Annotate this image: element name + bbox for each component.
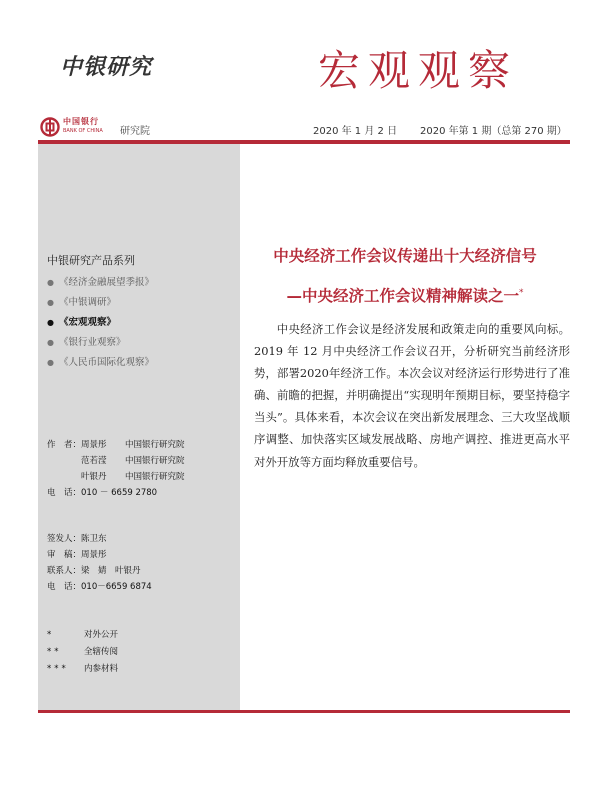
author-row: 叶银丹 中国银行研究院 (81, 472, 185, 482)
bank-name-en: BANK OF CHINA (63, 128, 103, 134)
series-item[interactable]: ● 《经济金融展望季报》 (47, 277, 155, 288)
sidebar (38, 144, 240, 710)
signer-row: 签发人：陈卫东 (47, 534, 107, 544)
publish-date: 2020 年 1 月 2 日 (313, 126, 398, 137)
series-heading: 中银研究产品系列 (47, 254, 135, 267)
bank-name: 中国银行 (63, 117, 99, 126)
bullet-icon: ● (47, 338, 54, 347)
article-body: 中央经济工作会议是经济发展和政策走向的重要风向标。2019 年 12 月中央经济工作会议召开，分析研究当前经济形势，部署2020年经济工作。本次会议对经济运行形势进行了准确、前瞻的把握，并明确提出“实现明年预期目标，要坚持稳字当头”。具体来看，本次会议在突出新发展理念、三大攻坚战顺序调整、加快落实区域发展战略、房地产调控、推进更高水平对外开放等方面均释放重要信号。 (254, 322, 570, 469)
issue-number: 2020 年第 1 期（总第 270 期） (420, 126, 567, 137)
author-phone: 电 话：010 － 6659 2780 (47, 488, 158, 498)
series-item[interactable]: ● 《银行业观察》 (47, 337, 126, 348)
contact-row: 联系人：梁 婧 叶银丹 (47, 566, 141, 576)
bullet-icon: ● (47, 318, 54, 327)
classification-legend-row: *** 内参材料 (47, 664, 119, 674)
classification-legend-row: * 对外公开 (47, 630, 119, 640)
institute-label: 研究院 (120, 126, 150, 137)
contact-phone: 电 话：010－6659 6874 (47, 582, 152, 592)
article-title: 中央经济工作会议传递出十大经济信号 (273, 247, 537, 265)
footnote-mark: * (519, 287, 524, 298)
series-item[interactable]: ● 《人民币国际化观察》 (47, 357, 155, 368)
series-title: 宏观观察 (318, 46, 519, 95)
research-logo: 中银研究 (60, 54, 153, 80)
bullet-icon: ● (47, 298, 54, 307)
reviewer-row: 审 稿：周景彤 (47, 550, 107, 560)
bullet-icon: ● (47, 278, 54, 287)
article-subtitle: —中央经济工作会议精神解读之一* (286, 287, 524, 305)
bullet-icon: ● (47, 358, 54, 367)
footer-divider (38, 710, 570, 713)
series-item[interactable]: ● 《中银调研》 (47, 297, 117, 308)
series-list (47, 274, 154, 374)
series-item-current[interactable]: ● 《宏观观察》 (47, 317, 117, 328)
author-row: 作 者：周景彤 中国银行研究院 (47, 440, 185, 450)
bank-of-china-logo-icon (40, 117, 60, 137)
author-row: 范若滢 中国银行研究院 (81, 456, 185, 466)
classification-legend-row: ** 全辖传阅 (47, 647, 119, 657)
